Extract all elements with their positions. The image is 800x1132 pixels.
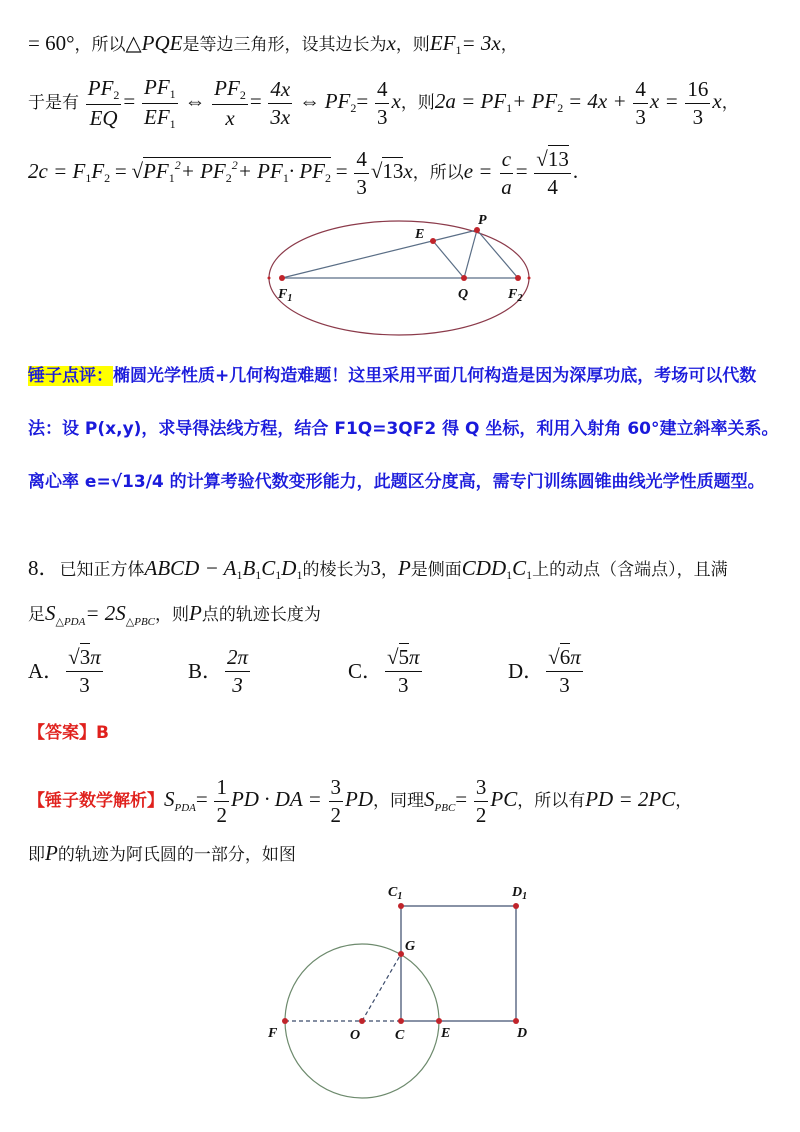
label-p: P (478, 213, 487, 228)
fraction-4x-3x: $\frac{4x}{3x}$ (270, 77, 291, 130)
label-f2: $F_2$ (508, 287, 523, 304)
fraction-4-3: $\frac{4}{3}$ (376, 77, 388, 130)
choice-a[interactable]: A． $\frac{√3\pi}{3}$ (28, 645, 101, 698)
label-e2: E (441, 1026, 451, 1041)
square-face (401, 906, 516, 1021)
apollonius-figure (262, 880, 552, 1100)
analysis-line-2: 即P的轨迹为阿氏圆的一部分，如图 (28, 841, 296, 865)
label-g: G (405, 939, 416, 954)
solution-line-1: = 60°，所以△PQE是等边三角形，设其边长为x，则$EF_1= 3x$， (28, 31, 518, 57)
point-q (461, 275, 467, 281)
fraction-4-3-b: $\frac{4}{3}$ (635, 77, 646, 130)
label-c1: $C_1$ (388, 885, 403, 902)
segment-o-g (362, 954, 401, 1021)
comment-tag: 锤子点评： (28, 366, 113, 386)
point-e2 (436, 1018, 442, 1024)
point-e (430, 238, 436, 244)
choices-row (28, 646, 748, 706)
point-f (282, 1018, 288, 1024)
point-f2 (515, 275, 521, 281)
radical-sign: √ (131, 158, 144, 183)
point-g (398, 951, 404, 957)
comment-text: 椭圆光学性质+几何构造难题！这里采用平面几何构造是因为深厚功底，考场可以代数法：设 P(x,y)，求导得法线方程，结合 F1Q=3QF2 得 Q 坐标，利用入射角 60°建立斜率关系。离心率 e=√13/4 的计算考验代数变形能力，此题区分度高，需专门训练圆锥曲线光学性质题型。 (28, 366, 779, 492)
label-o: O (350, 1028, 361, 1043)
fraction-c-a: $\frac{c}{a}$ (501, 147, 512, 200)
ellipse-figure (262, 208, 552, 340)
answer-value: B (96, 723, 109, 743)
point-c (398, 1018, 404, 1024)
analysis-tag: 【锤子数学解析】 (28, 790, 164, 811)
point-o (359, 1018, 365, 1024)
vertex-left (268, 277, 271, 280)
fraction-4-3-c: $\frac{4}{3}$ (356, 147, 367, 200)
point-f1 (279, 275, 285, 281)
vertex-right (528, 277, 531, 280)
question-8-line-2: 足$S_{\triangle PDA}= 2S_{\triangle PBC}$，则P点的轨迹长度为 (28, 601, 321, 628)
point-d1 (513, 903, 519, 909)
fraction-16-3: $\frac{16}{3}$ (687, 77, 709, 130)
answer-line (28, 723, 109, 742)
label-d1: $D_1$ (512, 885, 528, 902)
fraction-pf1-ef1: $\frac{PF_1}{EF_1}$ (144, 75, 176, 132)
segment-e-q (433, 241, 464, 278)
radicand: $PF_1^2+ PF_2^2+ PF_1\cdot PF_2$ (143, 157, 331, 185)
label-q: Q (458, 287, 469, 302)
point-c1 (398, 903, 404, 909)
point-d (513, 1018, 519, 1024)
solution-line-2: 于是有 $\frac{PF_2}{EQ}$ = $\frac{PF_1}{EF_1}$ ⇔ $\frac{PF_2}{x}$ = $\frac{4x}{3x}$ ⇔ $PF_2=$ $\frac{4}{3}$ x，则$2a = PF_1+ PF_2 = 4x$ + $\frac{4}{3}$ x = $\frac{16}{3}$ x， (28, 75, 739, 132)
segment-f1-p (282, 230, 477, 278)
label-f1: $F_1$ (278, 287, 293, 304)
fraction-pf2-x: $\frac{PF_2}{x}$ (214, 76, 246, 131)
question-8-line-1: 8．已知正方体ABCD − $A_1B_1C_1D_1$的棱长为3，P是侧面$CDD_1C_1$上的动点（含端点），且满 (28, 556, 728, 582)
fraction-root13-4: $\frac{√13}{4}$ (536, 147, 569, 200)
choice-c[interactable]: C． $\frac{√5\pi}{3}$ (348, 645, 420, 698)
choice-d[interactable]: D． $\frac{√6\pi}{3}$ (508, 645, 581, 698)
segment-p-f2 (477, 230, 518, 278)
answer-tag: 【答案】 (28, 723, 96, 743)
label-e: E (415, 227, 425, 242)
commentary (28, 350, 783, 509)
solution-line-3: $2c = F_1F_2 = √PF_1^2+ PF_2^2+ PF_1\cdot PF_2$ = $\frac{4}{3}$ √13x，所以e = $\frac{c}{a}$ = $\frac{√13}{4}$ . (28, 147, 579, 200)
label-d: D (517, 1026, 528, 1041)
fraction-pf2-eq: $\frac{PF_2}{EQ}$ (87, 76, 120, 131)
label-c: C (395, 1028, 405, 1043)
analysis-line-1: 【锤子数学解析】$S_{PDA}=$ $\frac{1}{2}$ PD · DA = $\frac{3}{2}$ PD，同理$S_{PBC}=$ $\frac{3}{2}$ PC，所以有PD = 2PC， (28, 775, 693, 828)
segment-p-q (464, 230, 477, 278)
label-f: F (268, 1026, 278, 1041)
choice-b[interactable]: B． $\frac{2\pi}{3}$ (188, 645, 249, 698)
